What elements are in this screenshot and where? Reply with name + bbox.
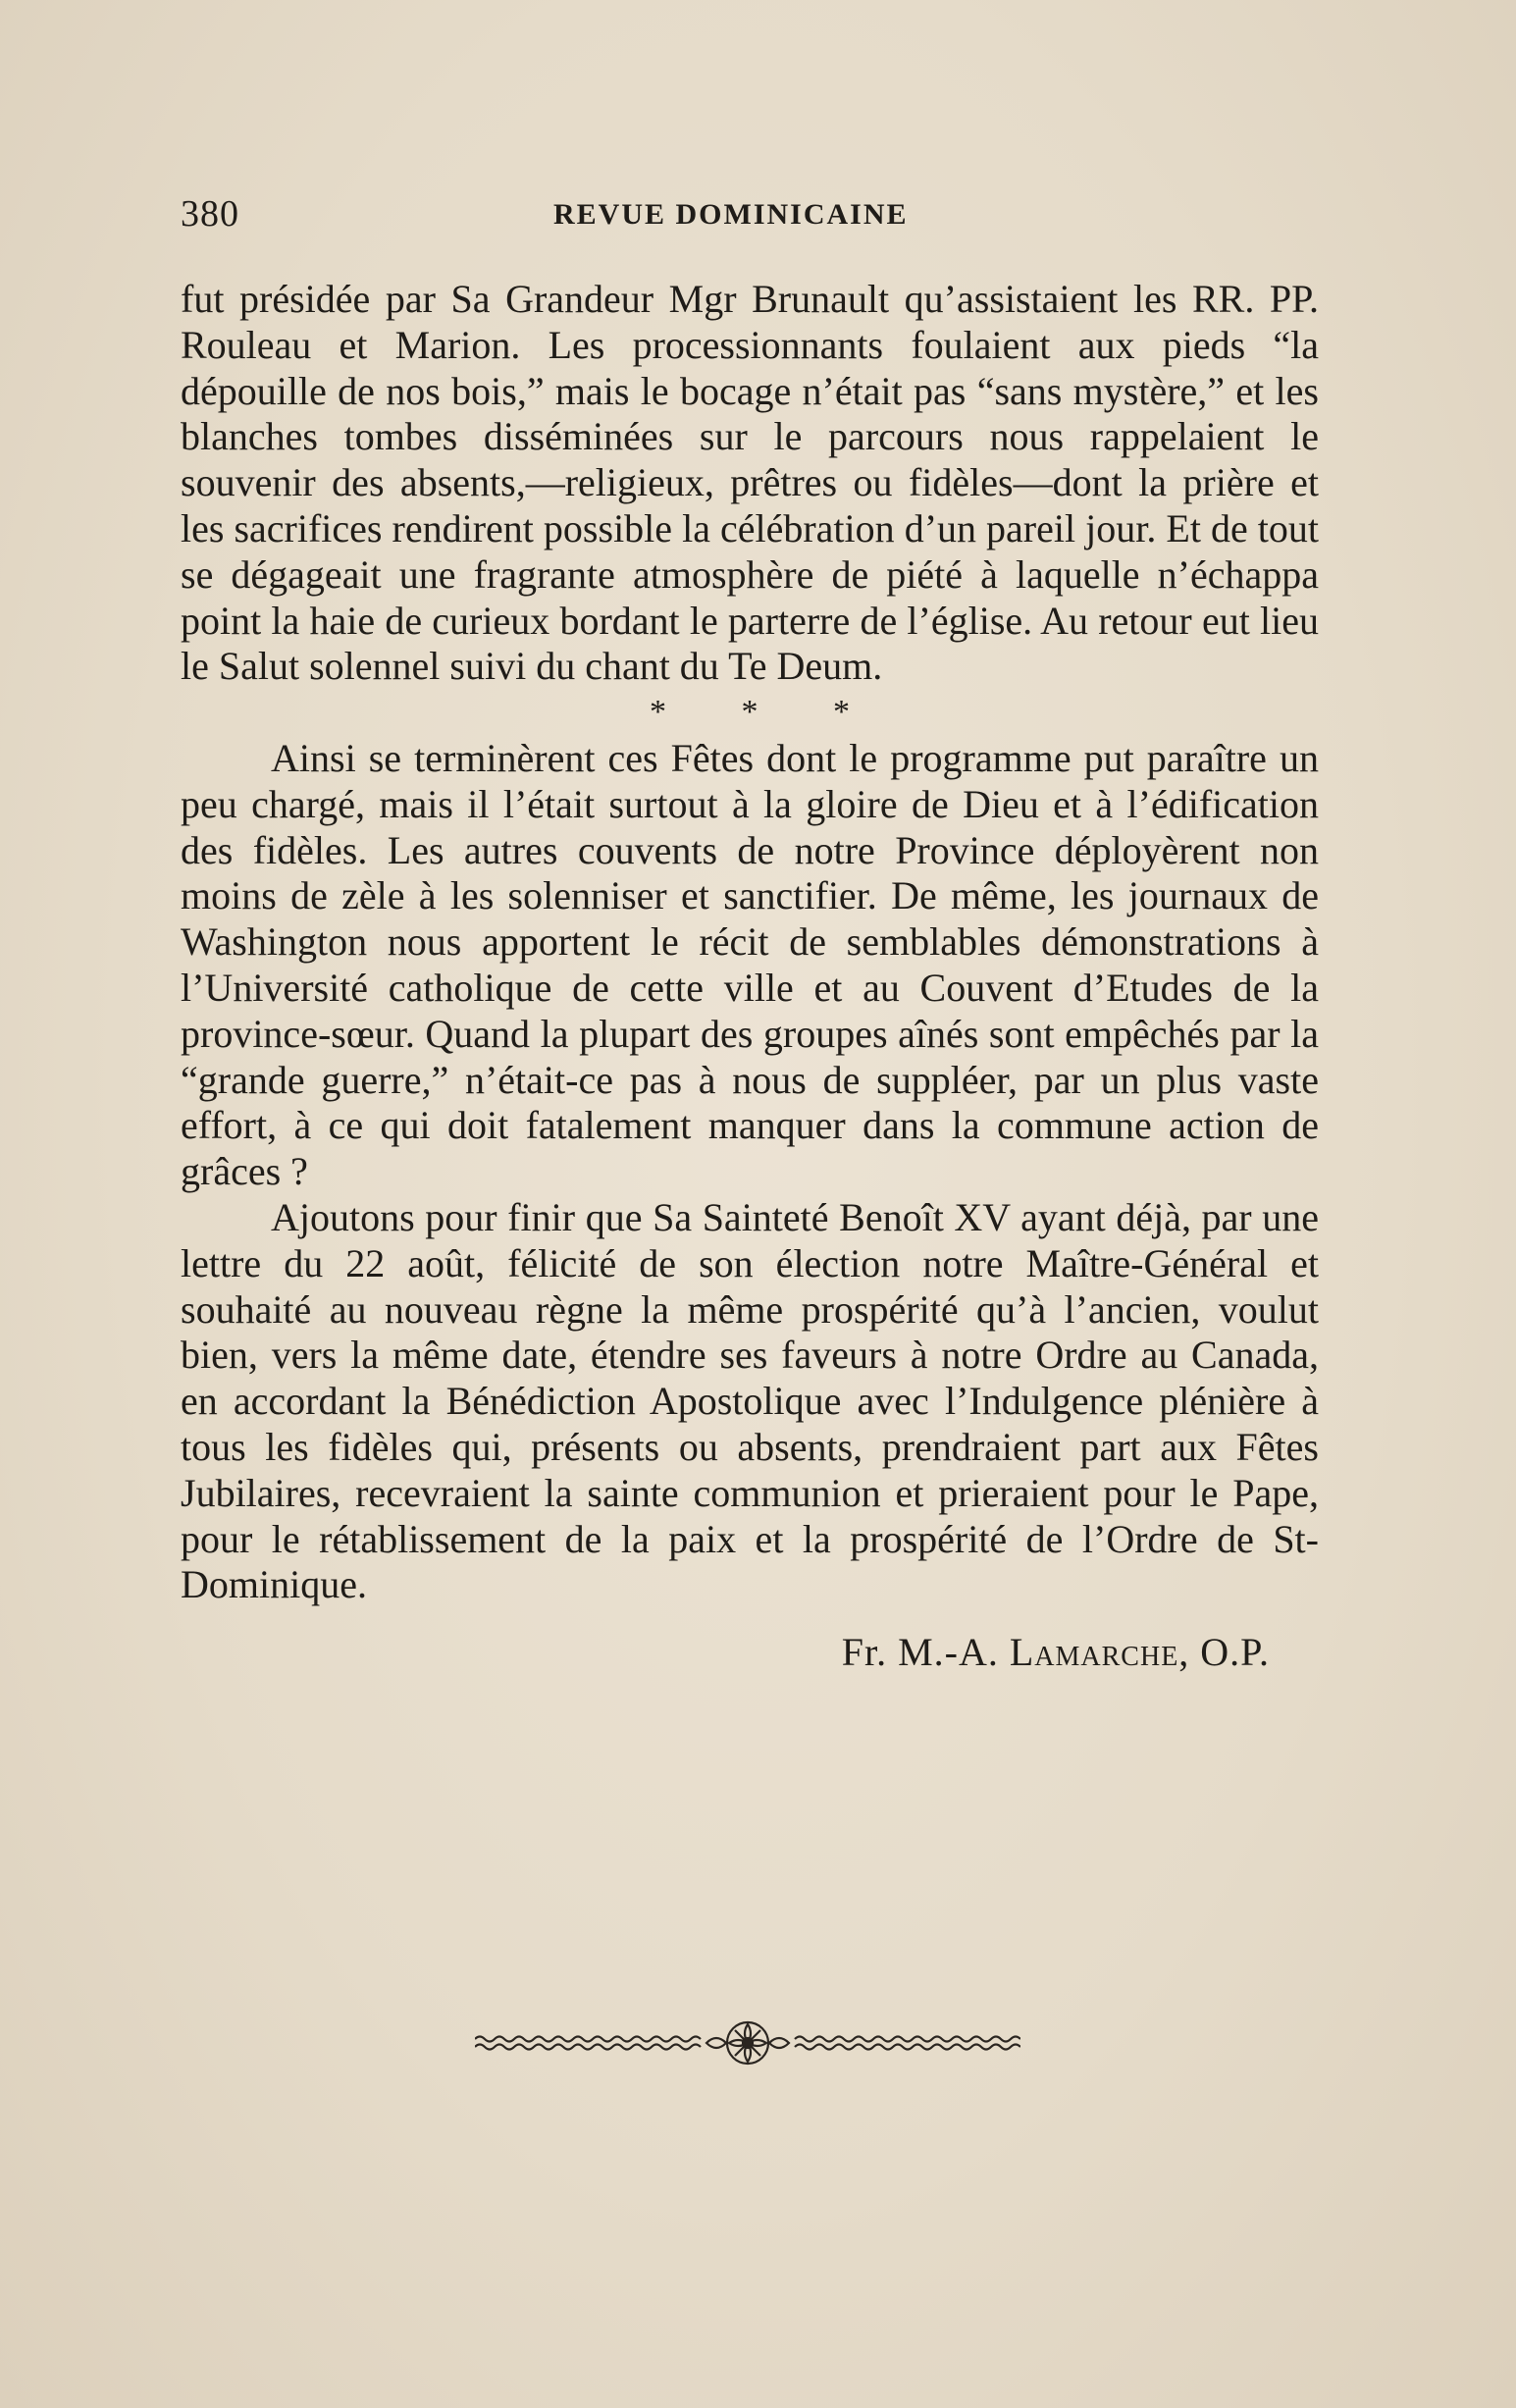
signature-name: Lamarche xyxy=(1009,1630,1179,1675)
running-title: REVUE DOMINICAINE xyxy=(553,198,909,231)
paragraph-fetes: Ainsi se terminèrent ces Fêtes dont le programme put paraître un peu chargé, mais il l’était surtout à la gloire de Dieu et à l’édification des fidèles. Les autres couvents de notre Province déployèrent non moins de zèle à les solenniser et sanctifier. De même, les journaux de Washington nous apportent le récit de semblables démonstrations à l’Université catholique de cette ville et au Couvent d’Etudes de la province-sœur. Quand la plupart des groupes aînés sont empêchés par la “grande guerre,” n’était-ce pas à nous de suppléer, par un plus vaste effort, à ce qui doit fatalement manquer dans la commune action de grâces ? xyxy=(181,735,1319,1194)
page-header xyxy=(181,192,1319,241)
signature-prefix: Fr. M.-A. xyxy=(841,1630,1010,1675)
article-body xyxy=(181,277,1319,1676)
paragraph-benediction: Ajoutons pour finir que Sa Sainteté Benoît XV ayant déjà, par une lettre du 22 août, félicité de son élection notre Maître-Général et souhaité au nouveau règne la même prospérité qu’à l’ancien, voulut bien, vers la même date, étendre ses faveurs à notre Ordre au Canada, en accordant la Bénédiction Apostolique avec l’Indulgence plénière à tous les fidèles qui, présents ou absents, prendraient part aux Fêtes Jubilaires, recevraient la sainte communion et prieraient pour le Pape, pour le rétablissement de la paix et la prospérité de l’Ordre de St-Dominique. xyxy=(181,1194,1319,1607)
signature-suffix: , O.P. xyxy=(1178,1630,1270,1675)
signature xyxy=(181,1630,1319,1676)
paragraph-procession: fut présidée par Sa Grandeur Mgr Brunault qu’assistaient les RR. PP. Rouleau et Marion. Les processionnants foulaient aux pieds “la dépouille de nos bois,” mais le bocage n’était pas “sans mystère,” et les blanches tombes disséminées sur le parcours nous rappelaient le souvenir des absents,—religieux, prêtres ou fidèles—dont la prière et les sacrifices rendirent possible la célébration d’un pareil jour. Et de tout se dégageait une fragrante atmosphère de piété à laquelle n’échappa point la haie de curieux bordant le parterre de l’église. Au retour eut lieu le Salut solennel suivi du chant du Te Deum. xyxy=(181,277,1319,689)
page-number: 380 xyxy=(181,193,239,235)
section-separator: * * * xyxy=(650,694,883,731)
floral-ornament-icon xyxy=(475,2017,1020,2067)
